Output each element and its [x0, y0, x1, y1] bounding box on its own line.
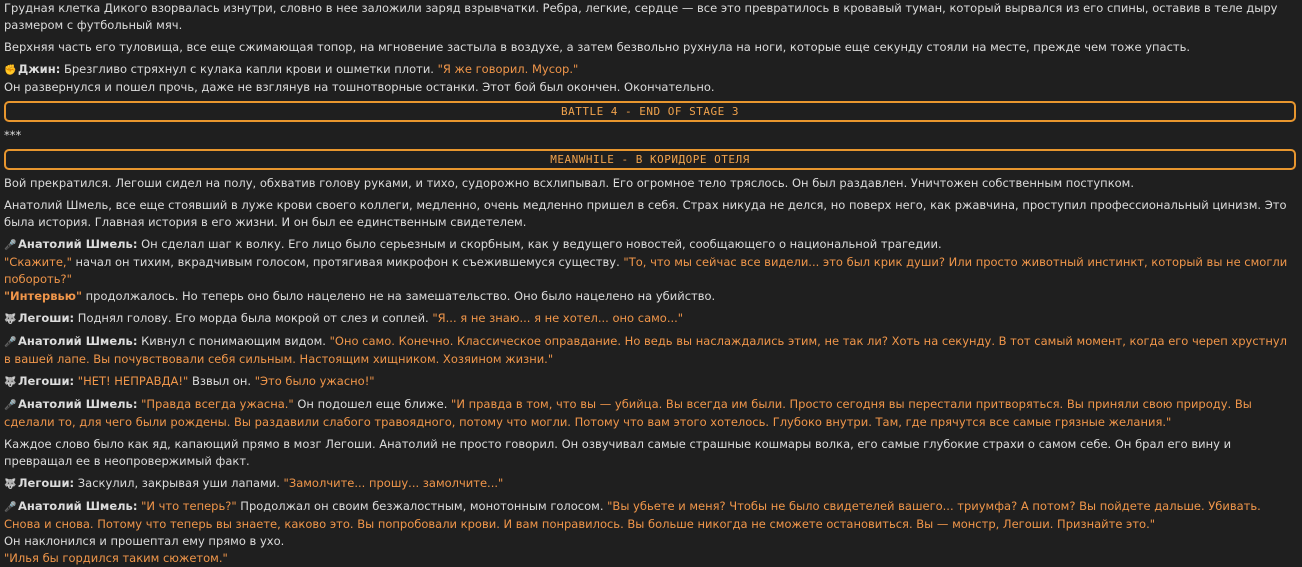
narration-paragraph: Анатолий Шмель, все еще стоявший в луже крови своего коллеги, медленно, очень медленно пришел в себя. Страх никуда не делся, но поверх него, как ржавчина, проступил профессиональный цинизм. Это была история. Главная история в его жизни. И он был ее единственным свидетелем.: [4, 198, 1287, 229]
quote-text: "Я же говорил. Мусор.": [437, 62, 579, 76]
fist-icon: ✊: [4, 65, 17, 76]
dialogue-continuation: [4, 254, 1296, 288]
microphone-icon: 🎤: [4, 240, 17, 251]
dialogue-line-anatoly: [4, 236, 1296, 254]
action-text: продолжалось. Но теперь оно было нацелено не на замешательство. Оно было нацелено на убийство.: [81, 289, 716, 303]
narration-paragraph: Верхняя часть его туловища, все еще сжимающая топор, на мгновение застыла в воздухе, а затем безвольно рухнула на ноги, которые еще секунду стояли на месте, прежде чем тоже упасть.: [4, 40, 1191, 54]
wolf-icon: 🐺: [4, 377, 17, 388]
speaker-name: Анатолий Шмель:: [18, 237, 138, 251]
microphone-icon: 🎤: [4, 337, 17, 348]
scene-separator: ***: [4, 128, 22, 142]
quote-text: "И правда в том, что вы — убийца. Вы всегда им были. Просто сегодня вы перестали притворяться. Вы приняли свою природу. Вы сделали то, для чего были рождены. Вы раздавили слабого травоядного, потому что могли. Потому что вам этого хотелось. Глубоко внутри. Там, где прячутся все самые грязные желания.": [4, 397, 1252, 429]
narration-paragraph: Он наклонился и прошептал ему прямо в ухо.: [4, 534, 285, 548]
action-text: Поднял голову. Его морда была мокрой от слез и соплей.: [74, 311, 433, 325]
action-text: Кивнул с понимающим видом.: [137, 334, 330, 348]
action-text: Он сделал шаг к волку. Его лицо было серьезным и скорбным, как у ведущего новостей, сообщающего о национальной трагедии.: [137, 237, 942, 251]
narration-paragraph: Он развернулся и пошел прочь, даже не взглянув на тошнотворные останки. Этот бой был окончен. Окончательно.: [4, 80, 715, 94]
action-text: Он подошел еще ближе.: [293, 397, 452, 411]
speaker-name: Анатолий Шмель:: [18, 334, 138, 348]
microphone-icon: 🎤: [4, 502, 17, 513]
wolf-icon: 🐺: [4, 479, 17, 490]
narration-paragraph: Грудная клетка Дикого взорвалась изнутри, словно в нее заложили заряд взрывчатки. Ребра, легкие, сердце — все это превратилось в кровавый туман, который вырвался из его спины, оставив в теле дыру размером с футбольный мяч.: [4, 1, 1278, 32]
dialogue-line-jin: [4, 61, 1296, 79]
dialogue-line-legoshi: [4, 310, 1296, 328]
action-text: начал он тихим, вкрадчивым голосом, протягивая микрофон к съежившемуся существу.: [71, 255, 624, 269]
dialogue-line-anatoly: [4, 498, 1296, 533]
speaker-name: Легоши:: [18, 476, 75, 490]
quote-text: "Оно само. Конечно. Классическое оправдание. Но ведь вы наслаждались этим, не так ли? Хоть на секунду. В тот самый момент, когда его череп хрустнул в вашей лапе. Вы почувствовали себя сильным. Настоящим хищником. Хозяином жизни.": [4, 334, 1288, 366]
dialogue-line-legoshi: [4, 373, 1296, 391]
dialogue-line-anatoly: [4, 333, 1296, 368]
quote-line: "Илья бы гордился таким сюжетом.": [4, 551, 228, 565]
quote-text: "Это было ужасно!": [254, 374, 375, 388]
quote-text: "Замолчите... прошу... замолчите...": [283, 476, 504, 490]
speaker-name: Анатолий Шмель:: [18, 499, 138, 513]
scene-banner: MEANWHILE - В КОРИДОРЕ ОТЕЛЯ: [4, 149, 1296, 170]
action-text: Брезгливо стряхнул с кулака капли крови и ошметки плоти.: [60, 62, 438, 76]
quote-text: "Правда всегда ужасна.": [137, 397, 294, 411]
quote-text: "И что теперь?": [137, 499, 237, 513]
speaker-name: Анатолий Шмель:: [18, 397, 138, 411]
quote-text: "Вы убьете и меня? Чтобы не было свидетелей вашего... триумфа? А потом? Вы пойдете дальше. Убивать. Снова и снова. Потому что теперь вы знаете, каково это. Вы попробовали крови. И вам понравилось. Вы больше никогда не сможете остановиться. Вы — монстр, Легоши. Признайте это.": [4, 499, 1261, 531]
action-text: Заскулил, закрывая уши лапами.: [74, 476, 284, 490]
quote-text: "Я... я не знаю... я не хотел... оно само...": [432, 311, 684, 325]
action-text: Взвыл он.: [188, 374, 255, 388]
dialogue-line-anatoly: [4, 396, 1296, 431]
stage-banner: BATTLE 4 - END OF STAGE 3: [4, 101, 1296, 122]
speaker-name: Легоши:: [18, 374, 75, 388]
microphone-icon: 🎤: [4, 400, 17, 411]
wolf-icon: 🐺: [4, 314, 17, 325]
action-text: Продолжал он своим безжалостным, монотонным голосом.: [236, 499, 608, 513]
narration-paragraph: Вой прекратился. Легоши сидел на полу, обхватив голову руками, и тихо, судорожно всхлипывал. Его огромное тело тряслось. Он был раздавлен. Уничтожен собственным поступком.: [4, 176, 1135, 190]
dialogue-continuation: [4, 288, 1296, 305]
quote-text: "НЕТ! НЕПРАВДА!": [74, 374, 189, 388]
quote-text: "Интервью": [4, 289, 82, 303]
quote-text: "Скажите,": [4, 255, 72, 269]
speaker-name: Джин:: [18, 62, 61, 76]
dialogue-line-legoshi: [4, 475, 1296, 493]
speaker-name: Легоши:: [18, 311, 75, 325]
quote-text: "То, что мы сейчас все видели... это был крик души? Или просто животный инстинкт, который вы не смогли побороть?": [4, 255, 1288, 286]
narration-paragraph: Каждое слово было как яд, капающий прямо в мозг Легоши. Анатолий не просто говорил. Он озвучивал самые страшные кошмары волка, его самые глубокие страхи о самом себе. Он брал его вину и превращал ее в неопровержимый факт.: [4, 437, 1232, 468]
